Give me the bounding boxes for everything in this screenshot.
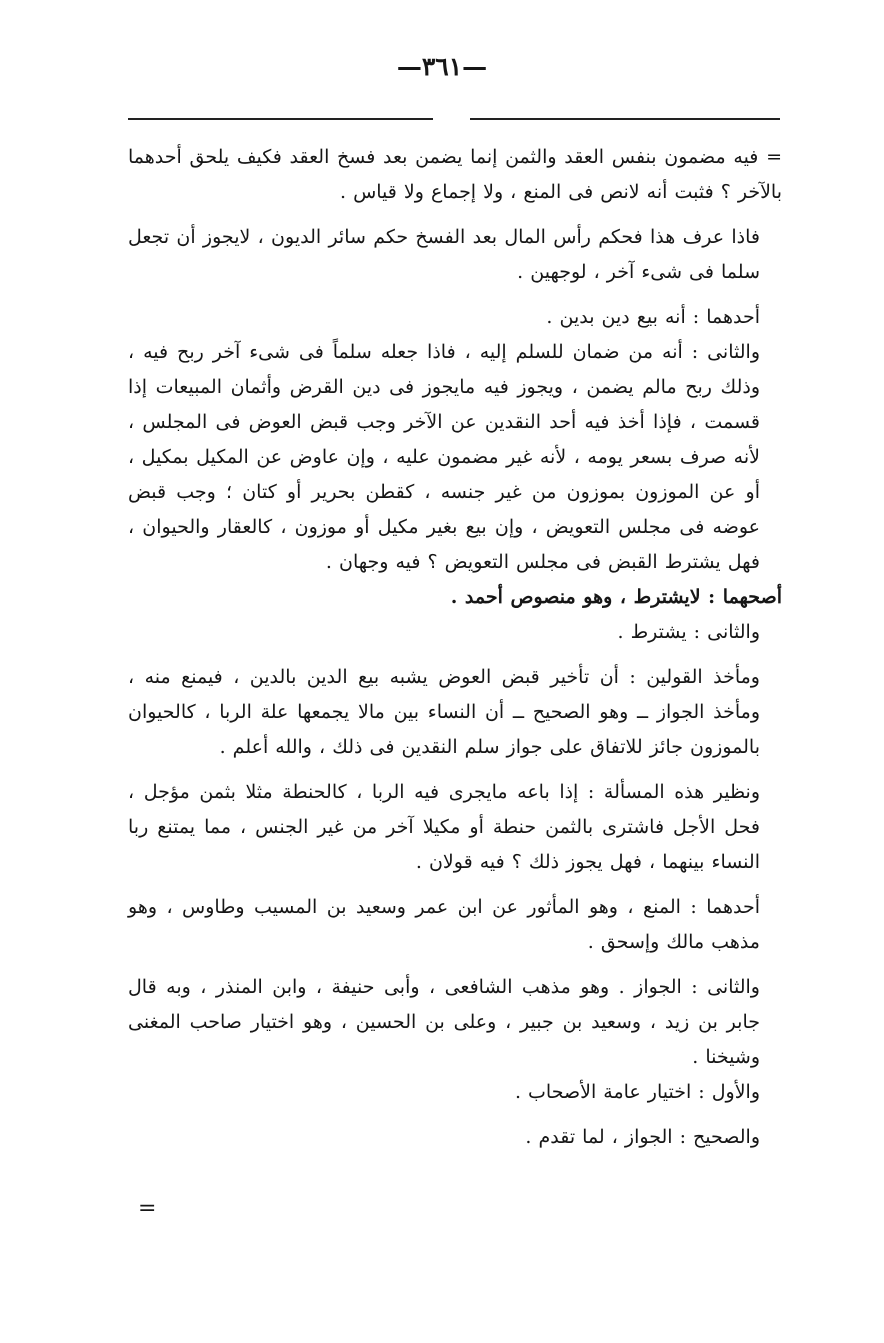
continuation-mark: = [138, 1196, 157, 1221]
header-rule-left [128, 118, 433, 120]
paragraph-permissibility-view: والثانى : الجواز . وهو مذهب الشافعى ، وأبى حنيفة ، وابن المنذر ، وبه قال جابر بن زيد ، وسعيد بن جبير ، وعلى بن الحسين ، وهو اختيار صاحب المغنى وشيخنا . [128, 976, 760, 1068]
paragraph-continuation: = فيه مضمون بنفس العقد والثمن إنما يضمن بعد فسخ العقد فكيف يلحق أحدهما بالآخر ؟ فثبت أنه لانص فى المنع ، ولا إجماع ولا قياس . [128, 146, 782, 203]
paragraph-most-correct: أصحهما : لايشترط ، وهو منصوص أحمد . [450, 586, 782, 608]
paragraph-second-view: والثانى : يشترط . [617, 621, 760, 643]
paragraph-second-reason: والثانى : أنه من ضمان للسلم إليه ، فاذا جعله سلماً فى شىء آخر ربح فيه ، وذلك ربح مالم يضمن ، ويجوز فيه مايجوز فى دين القرض وأثمان المبيعات إذا قسمت ، فإذا أخذ فيه أحد النقدين عن الآخر وجب قبض العوض فى المجلس ، لأنه صرف بسعر يومه ، لأنه غير مضمون عليه ، وإن عاوض عن المكيل بمكيل ، أو عن الموزون بموزون من غير جنسه ، كقطن بحرير أو كتان ؛ وجب قبض عوضه فى مجلس التعويض ، وإن بيع بغير مكيل أو موزون ، كالعقار والحيوان ، فهل يشترط القبض فى مجلس التعويض ؟ فيه وجهان . [128, 341, 760, 573]
paragraph-prohibition-view: أحدهما : المنع ، وهو المأثور عن ابن عمر وسعيد بن المسيب وطاوس ، وهو مذهب مالك وإسحق . [128, 896, 760, 953]
paragraph-first-reason: أحدهما : أنه بيع دين بدين . [546, 306, 760, 328]
page-number: —٣٦١— [396, 52, 488, 81]
paragraph-capital-ruling: فاذا عرف هذا فحكم رأس المال بعد الفسخ حكم سائر الديون ، لايجوز أن تجعل سلما فى شىء آخر ، لوجهين . [128, 226, 760, 283]
paragraph-conclusion: والصحيح : الجواز ، لما تقدم . [525, 1126, 760, 1148]
paragraph-companions-choice: والأول : اختيار عامة الأصحاب . [514, 1081, 760, 1103]
body-text [128, 140, 782, 1165]
header-rule-right [470, 118, 780, 120]
paragraph-similar-issue: ونظير هذه المسألة : إذا باعه مايجرى فيه الربا ، كالحنطة مثلا بثمن مؤجل ، فحل الأجل فاشترى بالثمن حنطة أو مكيلا آخر من غير الجنس ، مما يمتنع ربا النساء بينهما ، فهل يجوز ذلك ؟ فيه قولان . [128, 781, 760, 873]
paragraph-basis-of-views: ومأخذ القولين : أن تأخير قبض العوض يشبه بيع الدين بالدين ، فيمنع منه ، ومأخذ الجواز ــ وهو الصحيح ــ أن النساء بين مالا يجمعها علة الربا ، كالحيوان بالموزون جائز للاتفاق على جواز سلم النقدين فى ذلك ، والله أعلم . [128, 666, 760, 758]
